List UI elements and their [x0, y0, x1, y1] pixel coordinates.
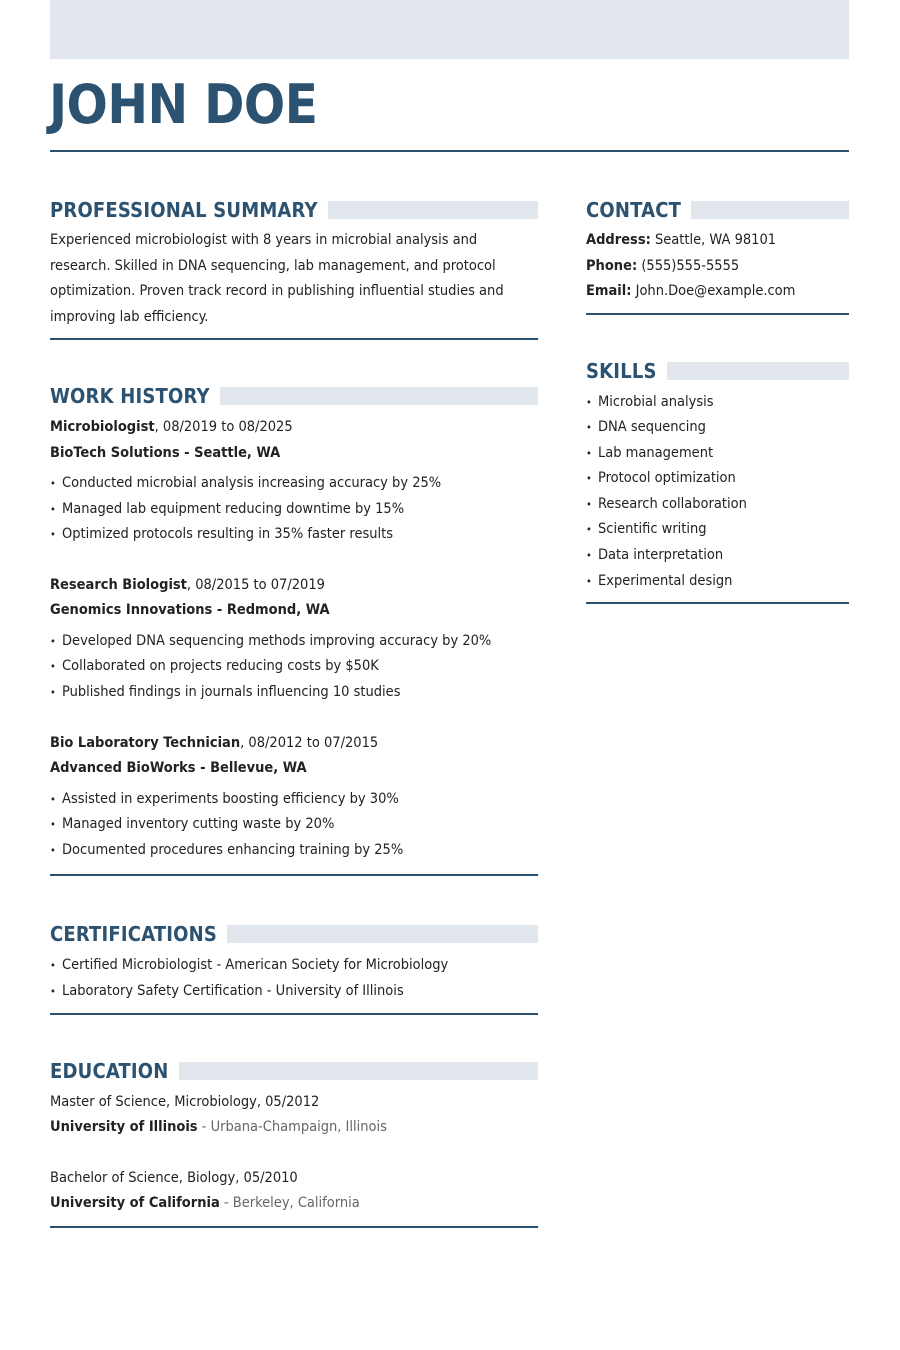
- job-entry: [50, 415, 538, 548]
- section-divider: [586, 602, 849, 604]
- header-divider: [50, 150, 849, 152]
- school: University of Illinois: [50, 1119, 198, 1136]
- header-band: [50, 0, 849, 59]
- section-title-bar: [667, 362, 849, 380]
- list-item: • Published findings in journals influencing 10 studies: [50, 680, 538, 706]
- list-item: • Managed lab equipment reducing downtime by 15%: [50, 497, 538, 523]
- education-entry: [50, 1090, 538, 1141]
- list-item: • Protocol optimization: [586, 466, 849, 492]
- contact-section: [586, 197, 849, 315]
- summary-line: Experienced microbiologist with 8 years in microbial analysis and: [50, 232, 478, 248]
- sidebar-column: [586, 197, 849, 604]
- list-item: • Experimental design: [586, 569, 849, 595]
- section-title-bar: [328, 201, 538, 219]
- list-item: • Lab management: [586, 441, 849, 467]
- section-title: WORK HISTORY: [50, 384, 210, 408]
- section-title-bar: [179, 1062, 538, 1080]
- section-title-bar: [220, 387, 538, 405]
- section-title: CERTIFICATIONS: [50, 922, 218, 947]
- job-company: BioTech Solutions - Seattle, WA: [50, 444, 281, 461]
- list-item: • Microbial analysis: [586, 390, 849, 416]
- list-item: • Managed inventory cutting waste by 20%: [50, 812, 538, 838]
- section-divider: [50, 1013, 538, 1015]
- main-column: [50, 197, 538, 1228]
- job-bullets: [50, 471, 538, 548]
- contact-email: Email: John.Doe@example.com: [586, 283, 796, 299]
- job-company: Advanced BioWorks - Bellevue, WA: [50, 760, 307, 777]
- job-dates: , 08/2012 to 07/2015: [240, 734, 379, 751]
- list-item: • DNA sequencing: [586, 415, 849, 441]
- skills-list: [586, 390, 849, 595]
- job-dates: , 08/2015 to 07/2019: [186, 576, 325, 593]
- education-section: [50, 1058, 538, 1228]
- summary-section: [50, 197, 538, 340]
- candidate-name: JOHN DOE: [49, 73, 318, 136]
- school-location: - Urbana-Champaign, Illinois: [197, 1119, 387, 1136]
- school: University of California: [50, 1195, 220, 1212]
- section-title: CONTACT: [586, 198, 682, 222]
- job-company: Genomics Innovations - Redmond, WA: [50, 602, 330, 619]
- certifications-section: [50, 921, 538, 1014]
- job-entry: [50, 731, 538, 864]
- contact-address: Address: Seattle, WA 98101: [586, 232, 777, 248]
- summary-line: improving lab efficiency.: [50, 308, 209, 325]
- job-entry: [50, 573, 538, 706]
- job-role: Research Biologist: [50, 576, 187, 593]
- job-bullets: [50, 629, 538, 706]
- list-item: • Collaborated on projects reducing costs by $50K: [50, 654, 538, 680]
- certifications-list: [50, 953, 538, 1004]
- section-divider: [586, 313, 849, 315]
- summary-line: optimization. Proven track record in publishing influential studies and: [50, 283, 504, 299]
- job-role: Bio Laboratory Technician: [50, 734, 241, 751]
- job-dates: , 08/2019 to 08/2025: [154, 419, 293, 435]
- list-item: • Assisted in experiments boosting efficiency by 30%: [50, 787, 538, 813]
- section-title: EDUCATION: [50, 1058, 169, 1083]
- work-history-section: [50, 383, 538, 876]
- list-item: • Scientific writing: [586, 517, 849, 543]
- job-bullets: [50, 787, 538, 864]
- list-item: • Data interpretation: [586, 543, 849, 569]
- list-item: • Developed DNA sequencing methods improving accuracy by 20%: [50, 629, 538, 655]
- section-title: SKILLS: [586, 358, 657, 383]
- list-item: • Research collaboration: [586, 492, 849, 518]
- section-divider: [50, 338, 538, 340]
- list-item: • Optimized protocols resulting in 35% faster results: [50, 522, 538, 548]
- section-divider: [50, 1226, 538, 1228]
- section-title-bar: [227, 925, 538, 943]
- degree: Master of Science, Microbiology, 05/2012: [50, 1093, 320, 1110]
- contact-phone: Phone: (555)555-5555: [586, 257, 740, 274]
- skills-section: [586, 358, 849, 605]
- summary-text: [50, 228, 538, 330]
- school-location: - Berkeley, California: [219, 1195, 360, 1212]
- section-title-bar: [691, 201, 849, 219]
- list-item: • Documented procedures enhancing training by 25%: [50, 838, 538, 864]
- section-divider: [50, 874, 538, 876]
- education-entry: [50, 1166, 538, 1217]
- list-item: • Laboratory Safety Certification - University of Illinois: [50, 979, 538, 1005]
- summary-line: research. Skilled in DNA sequencing, lab management, and protocol: [50, 257, 496, 274]
- list-item: • Certified Microbiologist - American Society for Microbiology: [50, 953, 538, 979]
- list-item: • Conducted microbial analysis increasing accuracy by 25%: [50, 471, 538, 497]
- degree: Bachelor of Science, Biology, 05/2010: [50, 1169, 298, 1186]
- section-title: PROFESSIONAL SUMMARY: [50, 198, 318, 222]
- job-role: Microbiologist: [50, 419, 155, 435]
